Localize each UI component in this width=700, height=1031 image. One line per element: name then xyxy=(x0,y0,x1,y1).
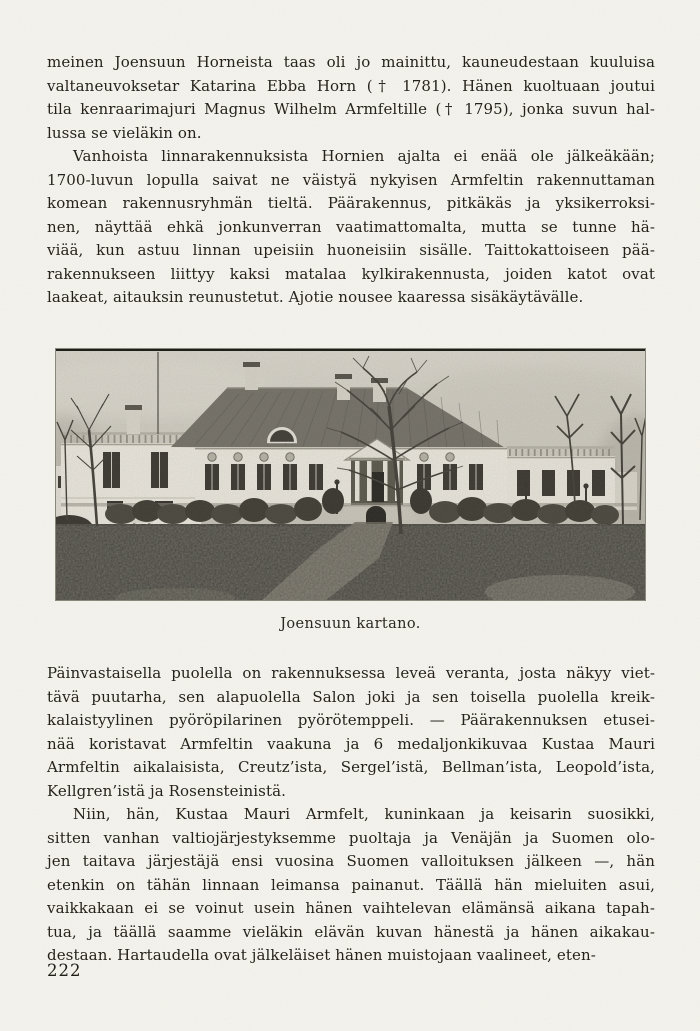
text-line: kalaistyylinen pyöröpilarinen pyörötemppeli. — Päärakennuksen etusei- xyxy=(47,711,655,729)
text-line: 1700-luvun lopulla saivat ne väistyä nykyisen Armfeltin rakennuttaman xyxy=(47,170,655,189)
text-line: meinen Joensuun Horneista taas oli jo mainittu, kauneudestaan kuuluisa xyxy=(47,53,655,71)
text-line: sitten vanhan valtiojärjestyksemme puoltaja ja Venäjän ja Suomen olo- xyxy=(47,828,655,847)
paragraph xyxy=(47,662,655,803)
text-line: laakeat, aitauksin reunustetut. Ajotie nousee kaaressa sisäkäytävälle. xyxy=(47,288,584,306)
text-line: lussa se vieläkin on. xyxy=(47,123,202,142)
text-line: Armfeltin aikalaisista, Creutz’ista, Sergel’istä, Bellman’ista, Leopold’ista, xyxy=(47,758,655,776)
paragraph xyxy=(47,51,655,145)
manor-photo xyxy=(55,348,646,601)
paragraph xyxy=(47,145,655,310)
text-line: destaan. Hartaudella ovat jälkeläiset hänen muistojaan vaalineet, eten- xyxy=(47,946,596,964)
text-line: Vanhoista linnarakennuksista Hornien ajalta ei enää ole jälkeäkään; xyxy=(73,147,655,165)
text-line: valtaneuvoksetar Katarina Ebba Horn († 1781). Hänen kuoltuaan joutui xyxy=(47,76,655,95)
text-line: Niin, hän, Kustaa Mauri Armfelt, kuninkaan ja keisarin suosikki, xyxy=(73,805,655,823)
text-line: Päinvastaisella puolella on rakennuksessa leveä veranta, josta näkyy viet- xyxy=(47,664,655,682)
page-number: 222 xyxy=(47,961,82,980)
text-line: tila kenraarimajuri Magnus Wilhelm Armfeltille († 1795), jonka suvun hal- xyxy=(47,100,655,118)
text-line: tua, ja täällä saamme vieläkin elävän kuvan hänestä ja hänen aikakau- xyxy=(47,922,655,941)
figure-caption: Joensuun kartano. xyxy=(280,616,421,632)
text-line: nen, näyttää ehkä jonkunverran vaatimattomalta, mutta se tunne hä- xyxy=(47,217,655,236)
text-line: rakennukseen liittyy kaksi matalaa kylkirakennusta, joiden katot ovat xyxy=(47,264,655,283)
text-line: tävä puutarha, sen alapuolella Salon joki ja sen toisella puolella kreik- xyxy=(47,687,655,706)
text-line: komean rakennusryhmän tieltä. Päärakennus, pitkäkäs ja yksikerroksi- xyxy=(47,194,655,212)
text-line: jen taitava järjestäjä ensi vuosina Suomen valloituksen jälkeen —, hän xyxy=(47,852,655,870)
text-line: nää koristavat Armfeltin vaakuna ja 6 medaljonkikuvaa Kustaa Mauri xyxy=(47,734,655,753)
text-line: Kellgren’istä ja Rosensteinistä. xyxy=(47,781,287,800)
figure-joensuu-manor xyxy=(55,348,646,601)
text-line: vaikkakaan ei se voinut usein hänen vaihtelevan elämänsä aikana tapah- xyxy=(47,899,655,917)
text-line: viää, kun astuu linnan upeisiin huoneisiin sisälle. Taittokattoiseen pää- xyxy=(47,241,655,259)
body-text-upper xyxy=(47,51,655,310)
text-line: etenkin on tähän linnaan leimansa painanut. Täällä hän mieluiten asui, xyxy=(47,875,655,894)
paragraph xyxy=(47,803,655,968)
body-text-lower xyxy=(47,662,655,968)
